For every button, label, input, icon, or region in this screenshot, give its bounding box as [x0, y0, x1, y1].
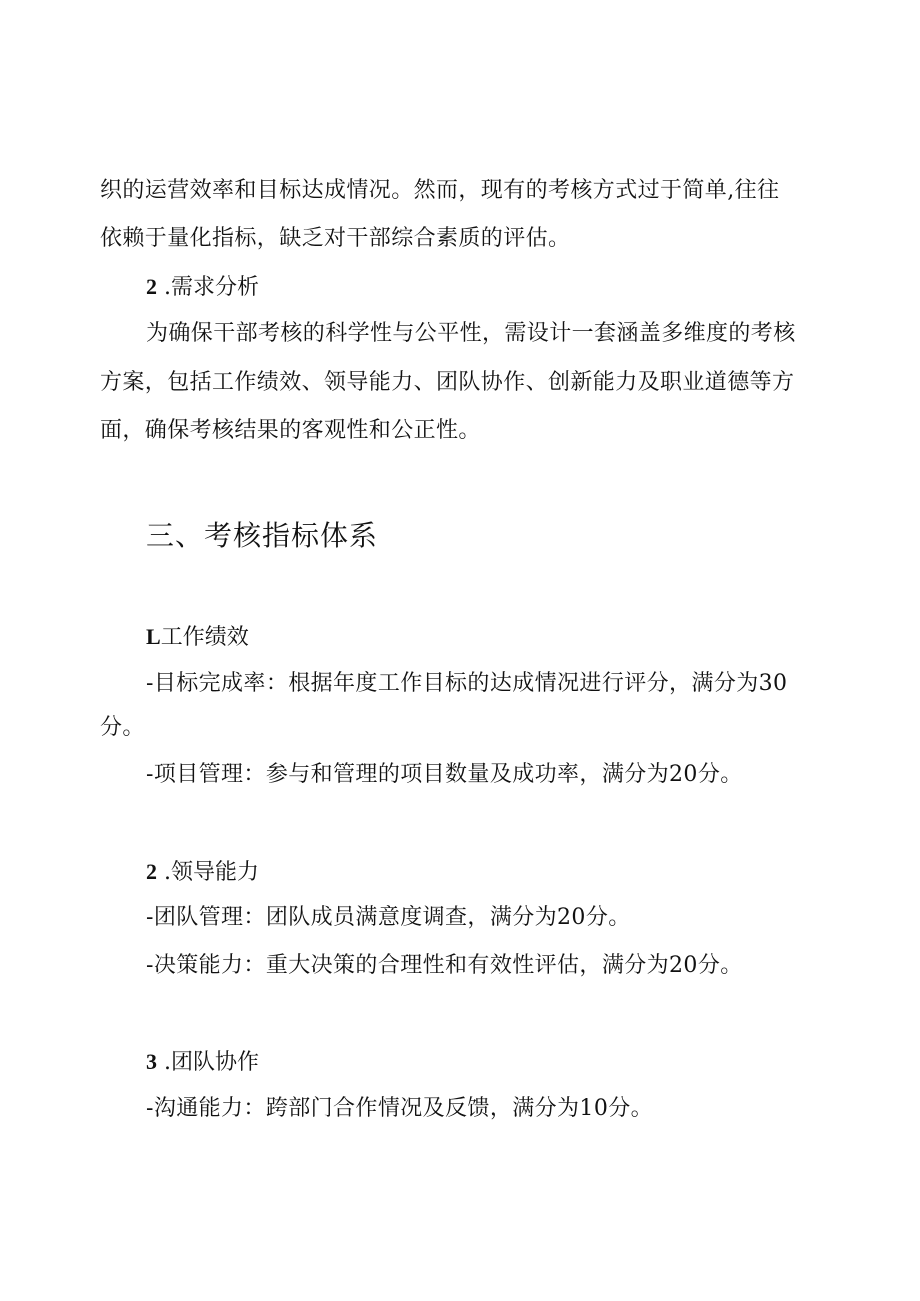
group-leadership-title: .领导能力: [164, 860, 259, 885]
list-item-decision-making: -决策能力：重大决策的合理性和有效性评估，满分为20分。: [146, 953, 743, 978]
group-leadership-number: 2: [146, 859, 157, 884]
group-work-performance-heading: [146, 622, 249, 653]
needs-paragraph-line-3: 面，确保考核结果的客观性和公正性。: [100, 418, 481, 443]
group-teamwork-number: 3: [146, 1049, 157, 1074]
needs-paragraph-line-2: 方案，包括工作绩效、领导能力、团队协作、创新能力及职业道德等方: [100, 370, 795, 395]
list-item-project-management: -项目管理：参与和管理的项目数量及成功率，满分为20分。: [146, 762, 743, 787]
list-item-goal-completion-continued: 分。: [100, 715, 145, 740]
needs-paragraph-line-1: 为确保干部考核的科学性与公平性，需设计一套涵盖多维度的考核: [146, 321, 796, 346]
group-leadership-heading: [146, 857, 259, 888]
needs-heading-number: 2: [146, 274, 157, 299]
group-teamwork-heading: [146, 1047, 259, 1078]
background-paragraph-line-1: 织的运营效率和目标达成情况。然而，现有的考核方式过于简单,往往: [100, 178, 780, 203]
group-teamwork-title: .团队协作: [164, 1050, 259, 1075]
needs-heading-title: .需求分析: [164, 275, 259, 300]
background-paragraph-line-2: 依赖于量化指标，缺乏对干部综合素质的评估。: [100, 226, 571, 251]
list-item-team-management: -团队管理：团队成员满意度调查，满分为20分。: [146, 905, 631, 930]
group-work-performance-title: 工作绩效: [160, 625, 249, 650]
list-item-goal-completion: -目标完成率：根据年度工作目标的达成情况进行评分，满分为30: [146, 671, 788, 696]
group-work-performance-number: L: [146, 624, 161, 649]
needs-heading: [146, 272, 259, 303]
list-item-communication: -沟通能力：跨部门合作情况及反馈，满分为10分。: [146, 1096, 654, 1121]
section-title: 三、考核指标体系: [146, 519, 379, 552]
